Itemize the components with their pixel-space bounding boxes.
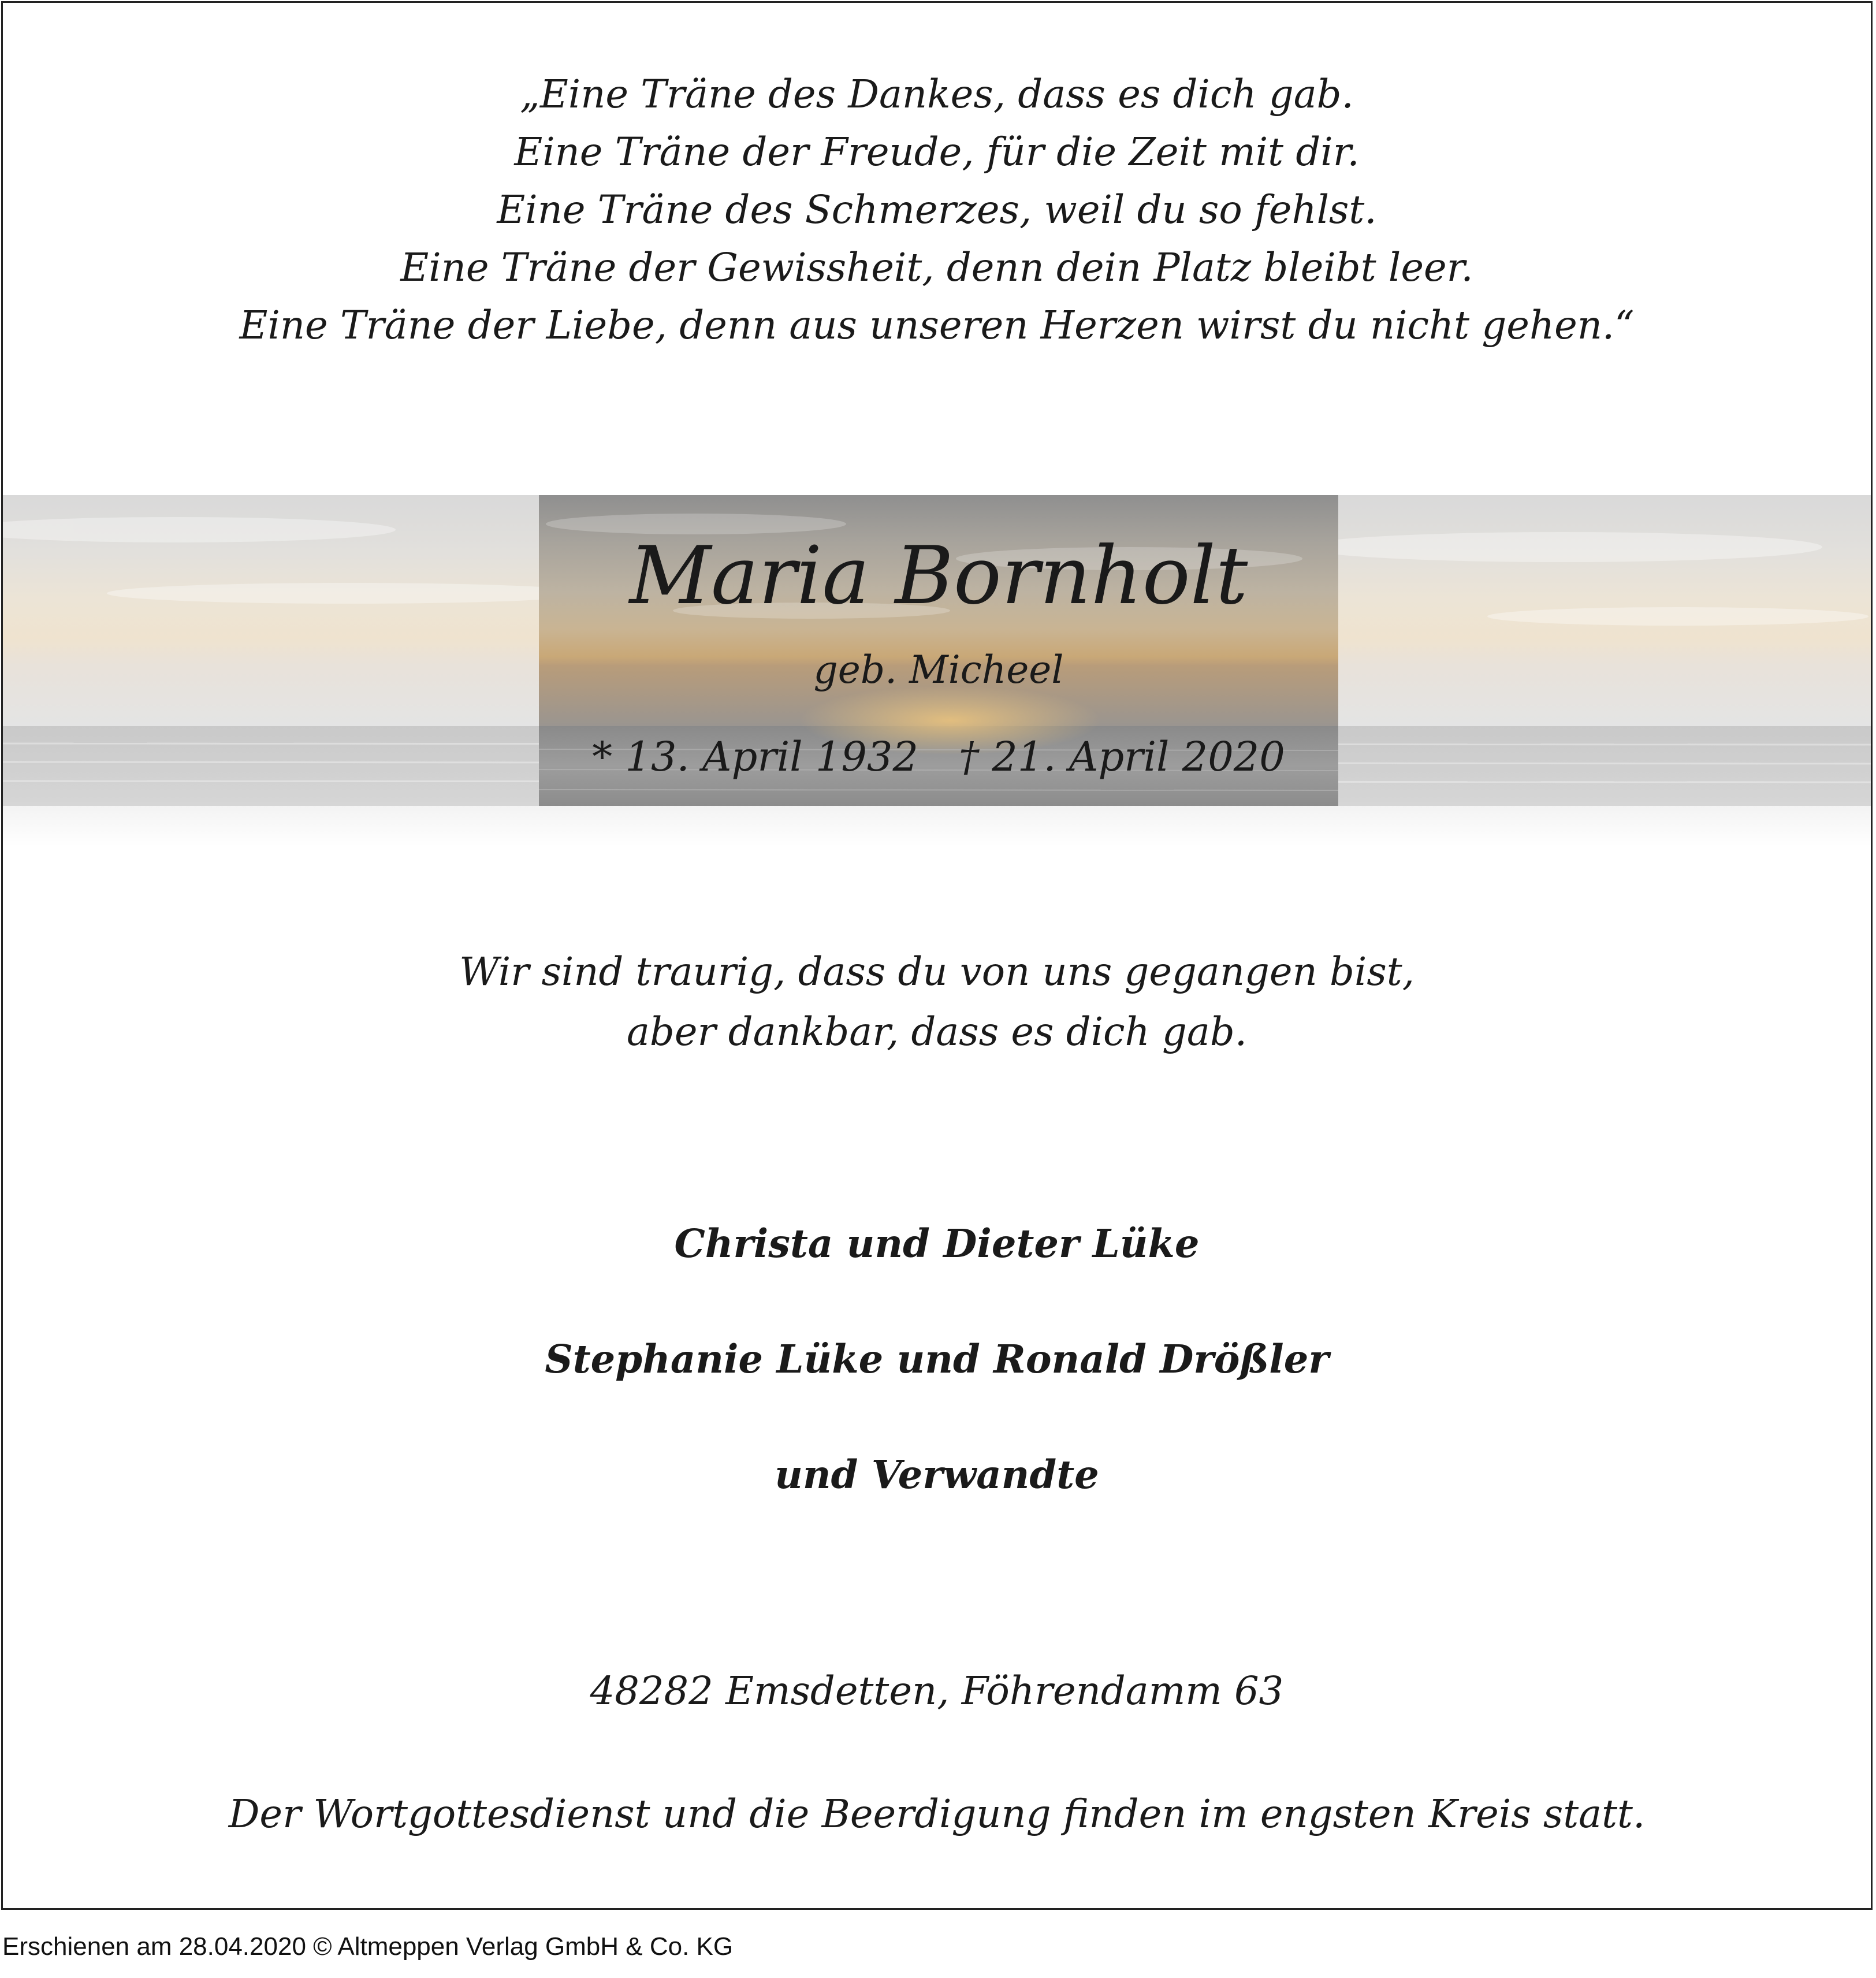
funeral-notice: Der Wortgottesdienst und die Beerdigung finden im engsten Kreis statt. (228, 1791, 1646, 1836)
poem-line: Eine Träne der Gewissheit, denn dein Platz bleibt leer. (400, 245, 1473, 290)
poem-line: Eine Träne der Freude, für die Zeit mit dir. (514, 129, 1360, 174)
publication-footer: Erschienen am 28.04.2020 © Altmeppen Verlag GmbH & Co. KG (2, 1932, 734, 1961)
poem-line: Eine Träne der Liebe, denn aus unseren Herzen wirst du nicht gehen.“ (239, 303, 1635, 348)
obituary-frame (1, 1, 1873, 1910)
mourner: Christa und Dieter Lüke (674, 1221, 1200, 1266)
mourner: Stephanie Lüke und Ronald Drößler (545, 1336, 1329, 1382)
message-line: aber dankbar, dass es dich gab. (626, 1009, 1248, 1054)
mourner: und Verwandte (775, 1452, 1099, 1497)
message-line: Wir sind traurig, dass du von uns gegangen bist, (459, 949, 1415, 994)
poem-line: „Eine Träne des Dankes, dass es dich gab. (520, 72, 1354, 117)
address: 48282 Emsdetten, Föhrendamm 63 (590, 1668, 1284, 1713)
mourners-list (3, 1215, 1871, 1561)
deceased-name: Maria Bornholt (629, 529, 1248, 622)
birth-date: * 13. April 1932 (592, 733, 918, 780)
condolence-message (3, 942, 1871, 1062)
poem (3, 65, 1871, 354)
poem-line: Eine Träne des Schmerzes, weil du so fehlst. (497, 187, 1377, 232)
photo-band-fade (3, 806, 1871, 846)
life-dates (539, 731, 1338, 783)
maiden-name: geb. Micheel (813, 648, 1064, 692)
death-date: † 21. April 2020 (959, 733, 1285, 780)
